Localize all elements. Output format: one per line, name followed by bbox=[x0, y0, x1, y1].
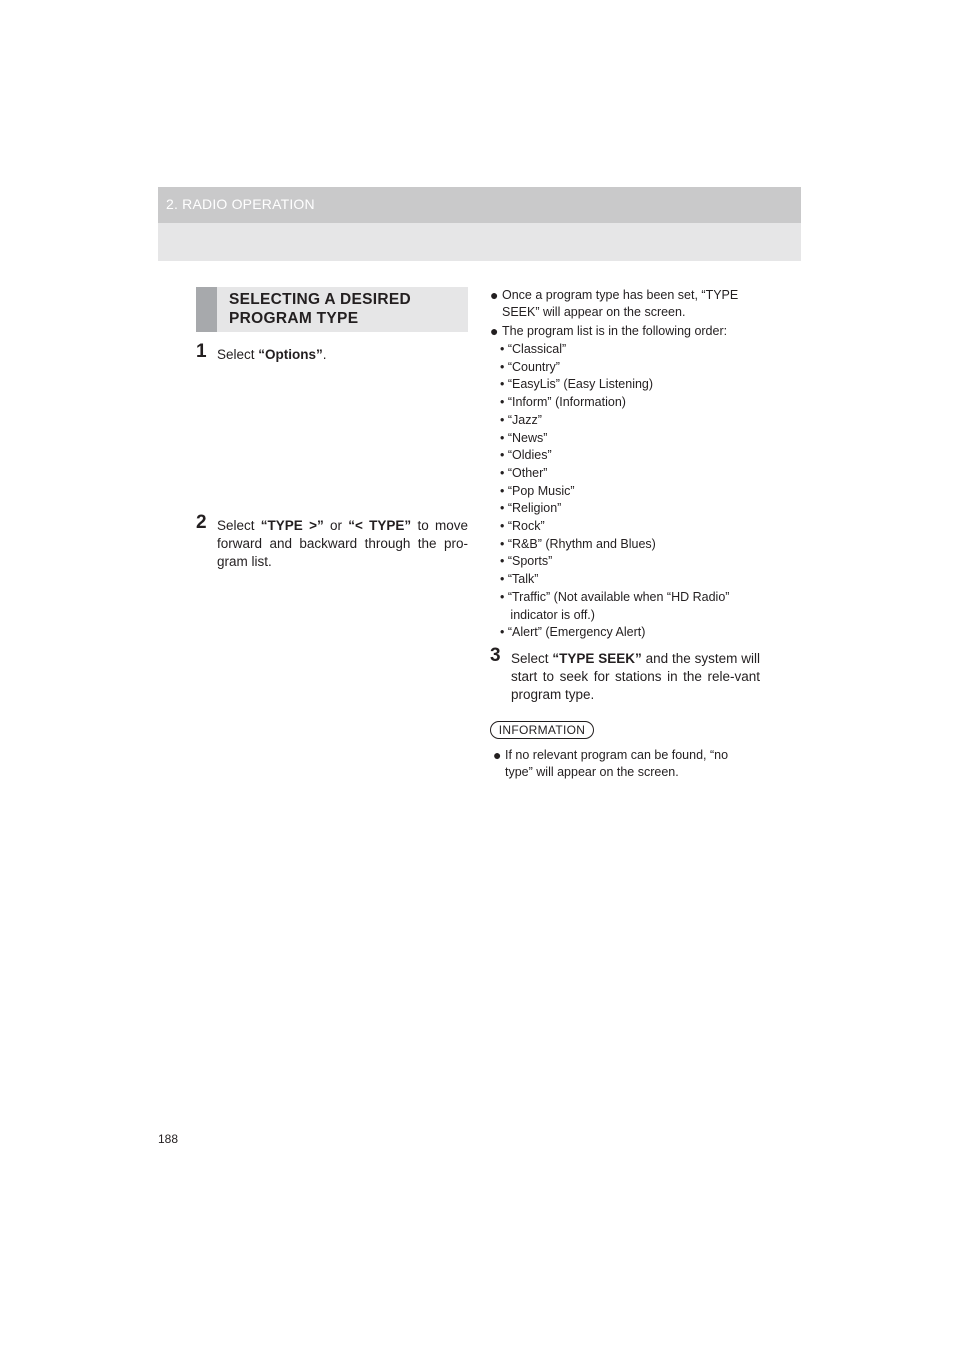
list-item: • “Rock” bbox=[500, 519, 545, 534]
list-item: • “Traffic” (Not available when “HD Radio” bbox=[500, 589, 730, 604]
header-sub-bar bbox=[158, 223, 801, 261]
section-title: 2. RADIO OPERATION bbox=[166, 196, 315, 212]
list-item: • “Jazz” bbox=[500, 412, 542, 427]
list-item: • “Talk” bbox=[500, 572, 539, 587]
step-1 bbox=[196, 341, 468, 364]
header-bar bbox=[158, 187, 801, 223]
list-item: • “Inform” (Information) bbox=[500, 395, 626, 410]
bullet-text: If no relevant program can be found, “no type” will appear on the screen. bbox=[505, 748, 729, 779]
step-2 bbox=[196, 512, 468, 571]
list-item: • “Alert” (Emergency Alert) bbox=[500, 625, 646, 640]
bullet-text: The program list is in the following order: bbox=[502, 324, 728, 338]
step-3 bbox=[490, 645, 761, 704]
list-item: • “Pop Music” bbox=[500, 483, 575, 498]
heading-accent bbox=[196, 287, 217, 332]
list-item: • “EasyLis” (Easy Listening) bbox=[500, 377, 654, 392]
list-item: • “News” bbox=[500, 430, 548, 445]
heading-title: SELECTING A DESIRED PROGRAM TYPE bbox=[229, 291, 411, 327]
bullet-dot: ● bbox=[493, 747, 502, 763]
bullet-item bbox=[490, 287, 760, 321]
options-key: “Options” bbox=[258, 347, 323, 362]
information-badge: INFORMATION bbox=[490, 721, 594, 739]
list-item: • “Country” bbox=[500, 359, 560, 374]
bullet-dot: ● bbox=[490, 287, 499, 303]
step-text: and the system will start to seek for stations in the rele-vant program type. bbox=[511, 651, 761, 702]
step-text: or bbox=[323, 518, 349, 533]
list-item: • “Sports” bbox=[500, 554, 553, 569]
list-item: • “Other” bbox=[500, 465, 548, 480]
type-back-key: “< TYPE” bbox=[348, 518, 412, 533]
step-number: 1 bbox=[196, 341, 207, 362]
step-text: Select bbox=[217, 518, 261, 533]
type-forward-key: “TYPE >” bbox=[260, 518, 324, 533]
list-item: • “Classical” bbox=[500, 342, 567, 356]
page-number: 188 bbox=[158, 1132, 179, 1146]
bullet-item bbox=[490, 323, 760, 340]
list-item: indicator is off.) bbox=[500, 607, 595, 622]
step-text: Select bbox=[217, 347, 259, 362]
step-text: to move forward and backward through the pro-gram list. bbox=[217, 518, 468, 569]
step-text: . bbox=[322, 347, 327, 362]
section-heading bbox=[196, 287, 468, 332]
list-item: • “Religion” bbox=[500, 501, 562, 516]
list-item: • “R&B” (Rhythm and Blues) bbox=[500, 536, 656, 551]
bullet-dot: ● bbox=[490, 323, 499, 339]
information-bullet bbox=[493, 747, 758, 781]
step-text: Select bbox=[511, 651, 553, 666]
list-item: • “Oldies” bbox=[500, 448, 552, 463]
bullet-text: Once a program type has been set, “TYPE SEEK” will appear on the screen. bbox=[502, 288, 739, 319]
type-seek-key: “TYPE SEEK” bbox=[552, 651, 642, 666]
program-list bbox=[500, 341, 729, 642]
step-number: 2 bbox=[196, 512, 207, 533]
step-number: 3 bbox=[490, 645, 501, 666]
